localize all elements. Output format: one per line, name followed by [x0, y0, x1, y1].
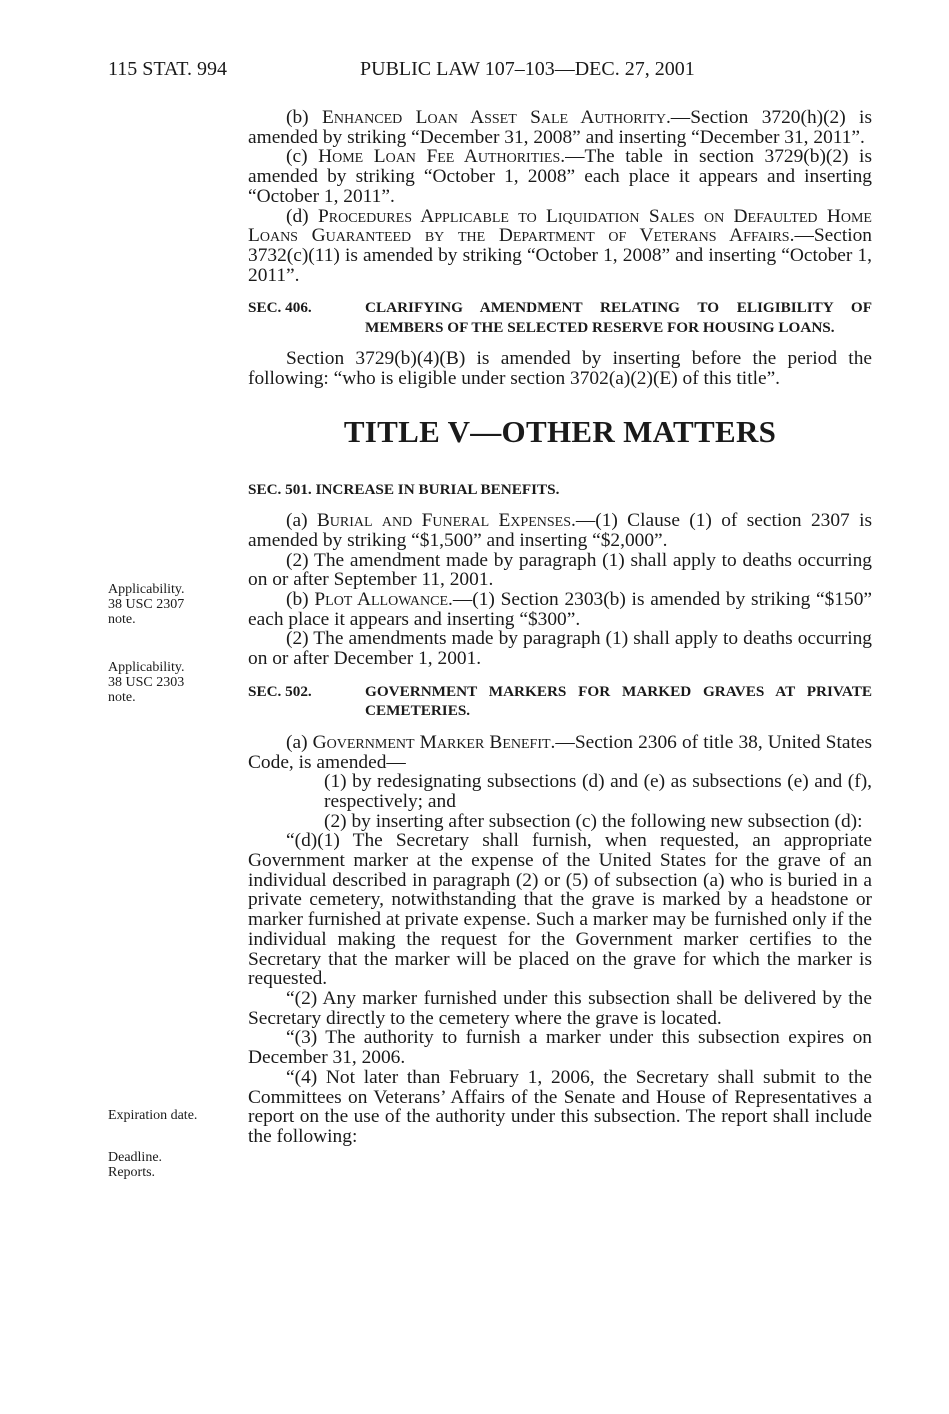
running-head: [108, 58, 868, 88]
subsection-heading: Burial and Funeral Expenses.: [316, 510, 576, 532]
section-title: INCREASE IN BURIAL BENEFITS.: [315, 480, 560, 498]
paragraph-a2-applicability: (2) The amendment made by paragraph (1) shall apply to deaths occurring on or after September 11, 2001.: [248, 549, 872, 591]
margin-note-applicability-2303: [108, 660, 238, 705]
subsection-heading: Plot Allowance.: [314, 589, 453, 611]
subsection-heading: Enhanced Loan Asset Sale Authority.: [321, 107, 671, 128]
paragraph-a-burial-expenses: [248, 511, 872, 550]
paragraph-a-marker-benefit: [248, 733, 872, 772]
subsection-text: —Section 3720(h)(2) is amended by striking “December 31, 2008” and inserting “December 31, 2011”.: [248, 107, 872, 148]
quoted-paragraph-3: “(3) The authority to furnish a marker under this subsection expires on December 31, 2006.: [248, 1027, 872, 1069]
subsection-text: —(1) Clause (1) of section 2307 is amended by striking “$1,500” and inserting “$2,000”.: [248, 510, 873, 551]
margin-note-line: Applicability.: [108, 582, 185, 597]
main-text: [248, 108, 872, 1147]
margin-note-line: Applicability.: [108, 660, 185, 675]
page-reference: 115 STAT. 994: [108, 58, 227, 80]
paragraph-c-home-loan-fee: [248, 147, 872, 206]
section-title: GOVERNMENT MARKERS FOR MARKED GRAVES AT PRIVATE CEMETERIES.: [365, 682, 872, 720]
margin-note-expiration: [108, 1108, 238, 1123]
subsection-heading: Procedures Applicable to Liquidation Sales on Defaulted Home Loans Guaranteed by the Department of Veterans Affairs.: [248, 205, 872, 247]
subsection-text: —Section 3732(c)(11) is amended by striking “October 1, 2008” and inserting “October 1, 2011”.: [248, 225, 872, 286]
margin-note-line: 38 USC 2303: [108, 675, 185, 690]
subsection-label: (a): [286, 510, 308, 532]
section-501-heading: [248, 480, 872, 500]
margin-note-applicability-2307: [108, 582, 238, 627]
title-heading: TITLE V—OTHER MATTERS: [343, 413, 777, 449]
section-502-heading: [248, 682, 872, 721]
margin-note-line: note.: [108, 690, 136, 705]
margin-note-line: Reports.: [108, 1165, 156, 1180]
section-number: SEC. 501.: [248, 480, 312, 498]
quoted-paragraph-4: “(4) Not later than February 1, 2006, the Secretary shall submit to the Committees on Veterans’ Affairs of the Senate and House of Representatives a report on the use of the authority under this subsection. The report shall include the following:: [248, 1066, 872, 1147]
subsection-label: (a): [286, 731, 308, 753]
subsection-label: (c): [286, 146, 308, 168]
margin-note-line: 38 USC 2307: [108, 597, 185, 612]
subsection-text: —(1) Section 2303(b) is amended by striking “$150” each place it appears and inserting “$300”.: [248, 589, 872, 630]
section-406-text: Section 3729(b)(4)(B) is amended by inserting before the period the following: “who is eligible under section 3702(a)(2)(E) of this title”.: [248, 348, 872, 390]
subsection-text: —The table in section 3729(b)(2) is amended by striking “October 1, 2008” each place it appears and inserting “October 1, 2011”.: [248, 146, 872, 207]
subsection-text: —Section 2306 of title 38, United States Code, is amended—: [248, 731, 872, 773]
section-number: SEC. 406.: [248, 299, 312, 317]
subsection-label: (b): [286, 589, 309, 611]
subsection-label: (b): [286, 107, 309, 128]
section-title: CLARIFYING AMENDMENT RELATING TO ELIGIBILITY OF MEMBERS OF THE SELECTED RESERVE FOR HOUSING LOANS.: [365, 299, 872, 336]
amendment-item-2: (2) by inserting after subsection (c) the following new subsection (d):: [324, 810, 863, 832]
subsection-heading: Home Loan Fee Authorities.: [318, 146, 566, 168]
section-406-heading: [248, 298, 872, 337]
paragraph-d-liquidation-sales: [248, 207, 872, 286]
quoted-paragraph-d1: “(d)(1) The Secretary shall furnish, when requested, an appropriate Government marker at the expense of the United States for the grave of an individual described in paragraph (2) or (5) of subsection (a) who is buried in a private cemetery, notwithstanding that the grave is marked by a headstone or marker furnished at private expense. Such a marker may be furnished only if the individual making the request for the Government marker certifies to the Secretary that the marker will be placed on the grave for which the marker is requested.: [248, 830, 872, 990]
quoted-paragraph-2: “(2) Any marker furnished under this subsection shall be delivered by the Secretary directly to the cemetery where the grave is located.: [248, 988, 872, 1029]
margin-note-line: note.: [108, 612, 136, 627]
margin-note-line: Expiration date.: [108, 1108, 198, 1123]
margin-note-deadline: [108, 1150, 238, 1180]
subsection-label: (d): [286, 205, 309, 227]
amendment-item-1: (1) by redesignating subsections (d) and (e) as subsections (e) and (f), respectively; and: [324, 771, 872, 812]
paragraph-b-plot-allowance: [248, 590, 872, 629]
section-number: SEC. 502.: [248, 682, 312, 700]
paragraph-b-enhanced-loan: [248, 108, 872, 147]
margin-note-line: Deadline.: [108, 1150, 163, 1165]
paragraph-b2-applicability: (2) The amendments made by paragraph (1) shall apply to deaths occurring on or after December 1, 2001.: [248, 628, 872, 670]
subsection-heading: Government Marker Benefit.: [312, 731, 556, 753]
law-reference: PUBLIC LAW 107–103—DEC. 27, 2001: [360, 58, 695, 80]
